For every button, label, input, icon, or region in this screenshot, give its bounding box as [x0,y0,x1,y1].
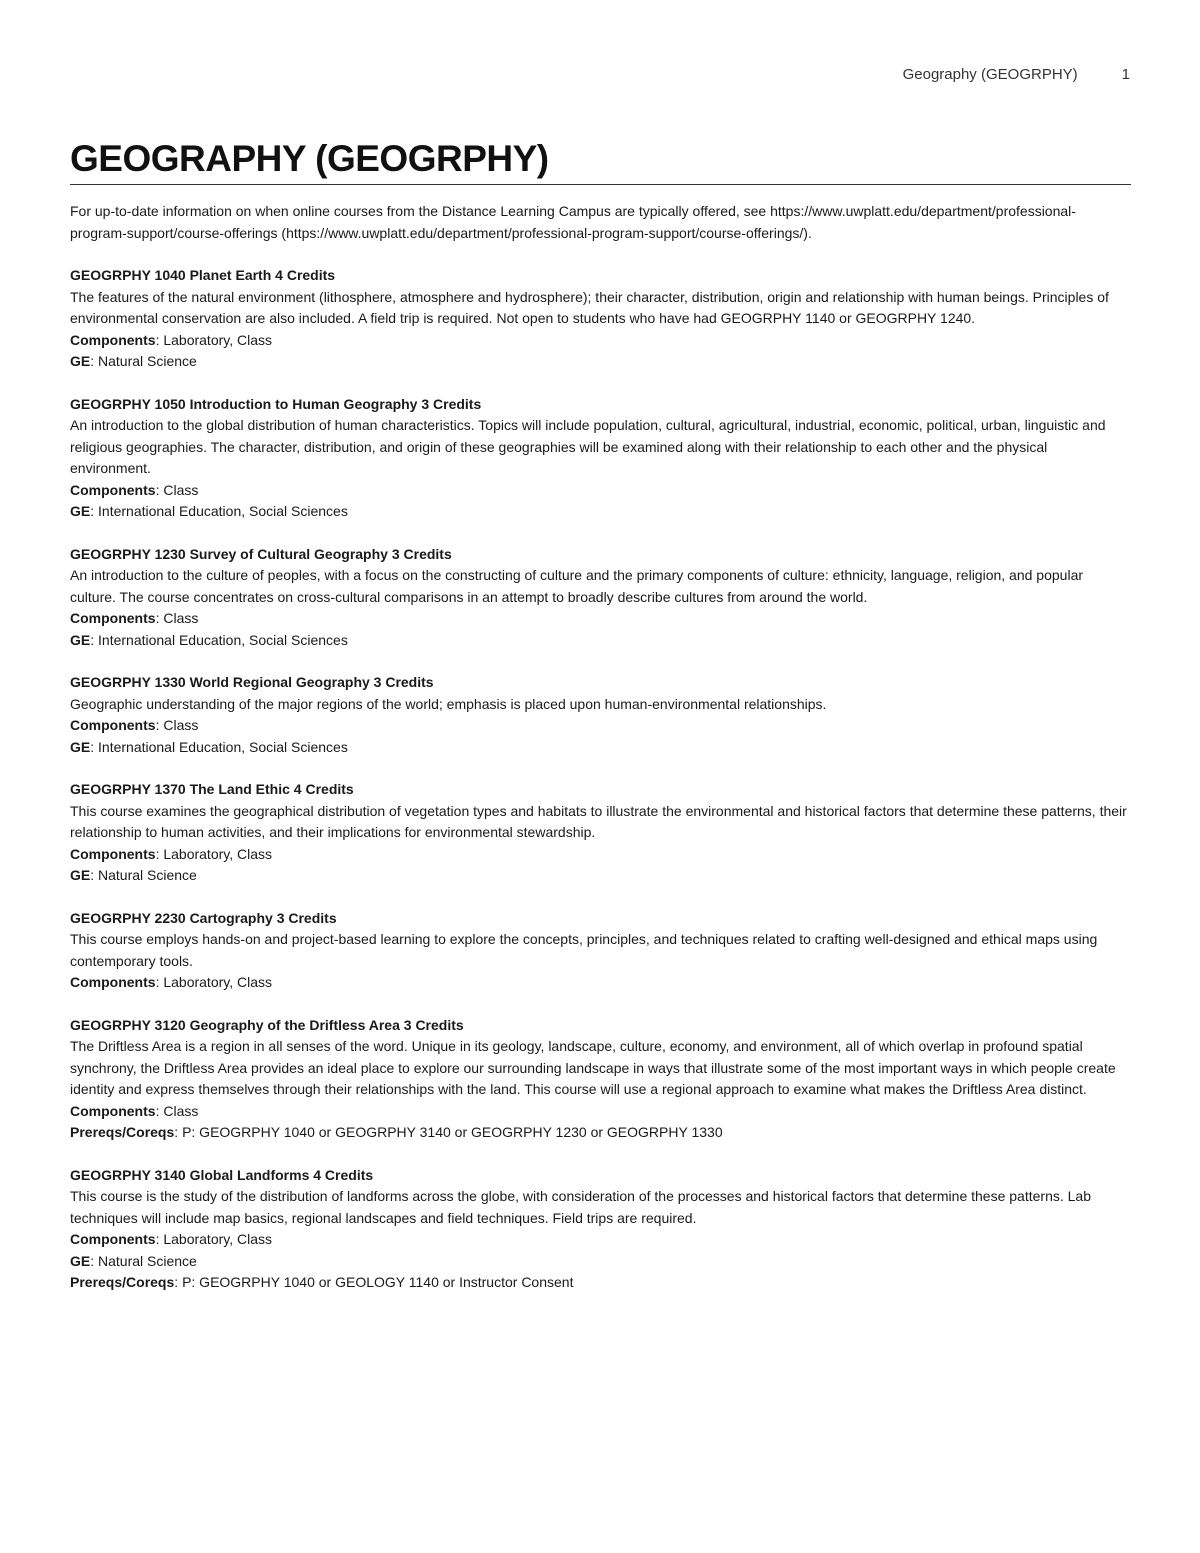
ge-label: GE [70,503,91,519]
course-block [70,394,1131,523]
course-components: Components: Class [70,717,199,733]
course-description: An introduction to the culture of peoples, with a focus on the constructing of culture and the primary components of culture: ethnicity, language, religion, and popular culture. The course concentrates on cross-cultural comparisons in an attempt to broadly describe cultures from around the world. [70,567,1084,605]
course-components: Components: Laboratory, Class [70,845,273,862]
running-title: Geography (GEOGRPHY) [902,66,1078,83]
components-value: Laboratory, Class [163,974,273,990]
course-title: GEOGRPHY 3120 Geography of the Driftless Area 3 Credits [70,1016,464,1033]
ge-label: GE [70,738,91,755]
components-label: Components [70,1231,156,1247]
course-components: Components: Class [70,610,199,626]
course-block [70,672,1131,758]
course-ge: GE: International Education, Social Sciences [70,631,348,648]
course-title: GEOGRPHY 1330 World Regional Geography 3 Credits [70,674,434,690]
components-value: Class [163,610,199,626]
components-value: Laboratory, Class [163,845,273,862]
components-value: Laboratory, Class [163,1231,273,1247]
prereqs-value: P: GEOGRPHY 1040 or GEOLOGY 1140 or Instructor Consent [182,1274,574,1290]
ge-value: International Education, Social Sciences [98,631,348,648]
components-label: Components [70,331,156,348]
course-components: Components: Class [70,1102,199,1119]
course-block [70,1165,1131,1294]
intro-text-before: For up-to-date information on when online courses from the Distance Learning Campus are typically offered, see [70,203,771,219]
course-title: GEOGRPHY 1370 The Land Ethic 4 Credits [70,781,354,797]
course-components: Components: Class [70,481,199,498]
ge-value: International Education, Social Sciences [98,503,348,519]
course-description: The Driftless Area is a region in all senses of the word. Unique in its geology, landscape, culture, economy, and environment, all of which overlap in profound spatial synchrony, the Driftless Area provides an ideal place to explore our surrounding landscape in ways that illustrate some of the most important ways in which people create identity and express themselves through their relationships with the land. This course will use a regional approach to examine what makes the Driftless Area distinct. [70,1038,1116,1097]
course-block [70,1015,1131,1144]
components-value: Class [163,481,199,498]
ge-label: GE [70,353,91,369]
prereqs-label: Prereqs/Coreqs [70,1274,175,1290]
course-offerings-link[interactable]: https://www.uwplatt.edu/department/professional-program-support/course-offerings [70,203,1076,241]
course-ge: GE: Natural Science [70,353,197,369]
ge-label: GE [70,1252,91,1269]
ge-value: Natural Science [98,353,197,369]
course-prereqs: Prereqs/Coreqs: P: GEOGRPHY 1040 or GEOGRPHY 3140 or GEOGRPHY 1230 or GEOGRPHY 1330 [70,1124,723,1140]
ge-value: Natural Science [98,867,197,883]
course-description: Geographic understanding of the major regions of the world; emphasis is placed upon human-environmental relationships. [70,695,827,712]
page-number: 1 [1121,66,1130,83]
ge-value: Natural Science [98,1252,197,1269]
course-ge: GE: Natural Science [70,867,197,883]
course-prereqs: Prereqs/Coreqs: P: GEOGRPHY 1040 or GEOLOGY 1140 or Instructor Consent [70,1274,574,1290]
course-block [70,779,1131,887]
prereqs-value: P: GEOGRPHY 1040 or GEOGRPHY 3140 or GEOGRPHY 1230 or GEOGRPHY 1330 [182,1124,723,1140]
course-block [70,544,1131,652]
components-label: Components [70,1102,156,1119]
intro-paragraph [70,201,1131,244]
ge-value: International Education, Social Sciences [98,738,348,755]
course-block [70,265,1131,373]
running-header [903,66,1130,83]
components-value: Class [163,1102,199,1119]
course-title: GEOGRPHY 1230 Survey of Cultural Geography 3 Credits [70,545,452,562]
ge-label: GE [70,867,91,883]
components-label: Components [70,610,156,626]
course-ge: GE: International Education, Social Sciences [70,503,348,519]
course-description: This course examines the geographical distribution of vegetation types and habitats to illustrate the environmental and historical factors that determine these patterns, their relationship to human activities, and their implications for environmental stewardship. [70,802,1127,840]
components-label: Components [70,717,156,733]
course-ge: GE: International Education, Social Sciences [70,738,348,755]
course-description: This course employs hands-on and project-based learning to explore the concepts, principles, and techniques related to crafting well-designed and ethical maps using contemporary tools. [70,931,1098,969]
course-ge: GE: Natural Science [70,1252,197,1269]
course-components: Components: Laboratory, Class [70,1231,273,1247]
course-block [70,908,1131,994]
course-components: Components: Laboratory, Class [70,331,273,348]
components-value: Class [163,717,199,733]
components-label: Components [70,481,156,498]
course-description: This course is the study of the distribution of landforms across the globe, with consideration of the processes and historical factors that determine these patterns. Lab techniques will include map basics, regional landscapes and field techniques. Field trips are required. [70,1188,1091,1226]
components-value: Laboratory, Class [163,331,273,348]
course-title: GEOGRPHY 2230 Cartography 3 Credits [70,909,337,926]
course-components: Components: Laboratory, Class [70,974,273,990]
course-description: An introduction to the global distribution of human characteristics. Topics will include population, cultural, agricultural, industrial, economic, political, urban, linguistic and religious geographies. The character, distribution, and origin of these geographies will be examined along with their relationship to each other and the physical environment. [70,417,1106,476]
course-title: GEOGRPHY 3140 Global Landforms 4 Credits [70,1166,374,1183]
course-title: GEOGRPHY 1050 Introduction to Human Geography 3 Credits [70,395,482,412]
course-title: GEOGRPHY 1040 Planet Earth 4 Credits [70,267,336,283]
components-label: Components [70,974,156,990]
ge-label: GE [70,631,91,648]
intro-text-after: (https://www.uwplatt.edu/department/professional-program-support/course-offerings/). [277,224,812,241]
course-description: The features of the natural environment (lithosphere, atmosphere and hydrosphere); their character, distribution, origin and relationship with human beings. Principles of environmental conservation are also included. A field trip is required. Not open to students who have had GEOGRPHY 1140 or GEOGRPHY 1240. [70,288,1109,326]
page-content [70,136,1131,1294]
prereqs-label: Prereqs/Coreqs [70,1124,175,1140]
components-label: Components [70,845,156,862]
page-title: GEOGRAPHY (GEOGRPHY) [70,136,1131,185]
